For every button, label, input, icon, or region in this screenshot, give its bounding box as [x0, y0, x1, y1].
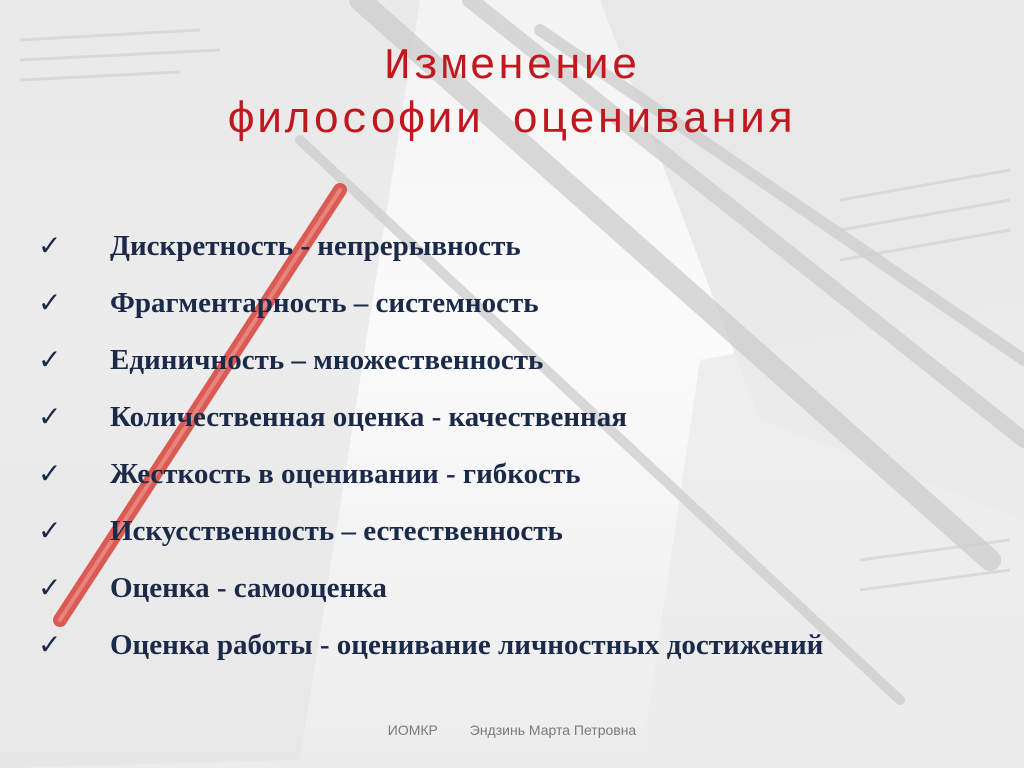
slide-footer — [0, 722, 1024, 738]
list-item — [38, 399, 998, 435]
checkmark-icon: ✓ — [38, 571, 62, 604]
list-item-text: Количественная оценка - качественная — [110, 401, 627, 433]
list-item — [38, 513, 998, 549]
list-item-text: Оценка работы - оценивание личностных достижений — [110, 629, 824, 661]
title-line-2: философии оценивания — [227, 96, 797, 146]
title-line-1: Изменение — [384, 42, 640, 92]
list-item — [38, 570, 998, 606]
footer-author: Эндзинь Марта Петровна — [469, 722, 637, 738]
checkmark-icon: ✓ — [38, 514, 62, 547]
list-item — [38, 285, 998, 321]
list-item-text: Жесткость в оценивании - гибкость — [110, 458, 581, 490]
checkmark-icon: ✓ — [38, 343, 62, 376]
list-item-text: Искусственность – естественность — [110, 515, 563, 547]
comparison-list — [38, 228, 998, 684]
checkmark-icon: ✓ — [38, 400, 62, 433]
checkmark-icon: ✓ — [38, 457, 62, 490]
slide-title — [0, 40, 1024, 148]
list-item — [38, 627, 998, 663]
list-item-text: Единичность – множественность — [110, 344, 544, 376]
list-item — [38, 342, 998, 378]
checkmark-icon: ✓ — [38, 628, 62, 661]
checkmark-icon: ✓ — [38, 286, 62, 319]
list-item — [38, 456, 998, 492]
list-item-text: Дискретность - непрерывность — [110, 230, 521, 262]
checkmark-icon: ✓ — [38, 229, 62, 262]
list-item-text: Фрагментарность – системность — [110, 287, 539, 319]
footer-org: ИОМКР — [387, 722, 438, 738]
list-item — [38, 228, 998, 264]
list-item-text: Оценка - самооценка — [110, 572, 387, 604]
